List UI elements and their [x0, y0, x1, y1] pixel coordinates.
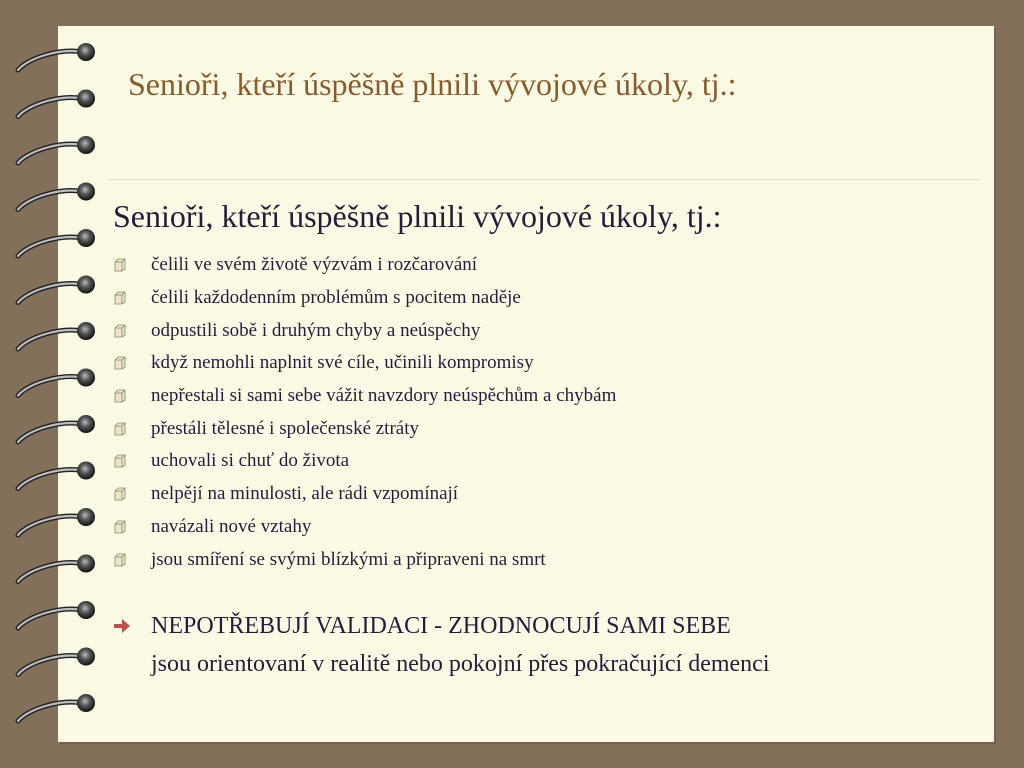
list-item: [113, 543, 616, 576]
list-item: [113, 314, 616, 347]
list-item: [113, 412, 616, 445]
list-item: [113, 511, 616, 544]
list-item-text: přestáli tělesné i společenské ztráty: [151, 417, 420, 439]
box-bullet-icon: [113, 389, 127, 403]
list-item-text: navázali nové vztahy: [151, 515, 312, 537]
conclusion-line: [113, 609, 731, 643]
list-item-text: odpustili sobě i druhým chyby a neúspěchy: [151, 319, 481, 341]
box-bullet-icon: [113, 520, 127, 534]
box-bullet-icon: [113, 258, 127, 272]
slide-title: Senioři, kteří úspěšně plnili vývojové úkoly, tj.:: [128, 66, 737, 102]
box-bullet-icon: [113, 553, 127, 567]
section-heading: Senioři, kteří úspěšně plnili vývojové úkoly, tj.:: [113, 198, 722, 234]
box-bullet-icon: [113, 487, 127, 501]
list-item: [113, 445, 616, 478]
list-item-text: jsou smíření se svými blízkými a připraveni na smrt: [151, 548, 546, 570]
conclusion-subtext: jsou orientovaní v realitě nebo pokojní přes pokračující demenci: [151, 651, 770, 677]
box-bullet-icon: [113, 422, 127, 436]
arrow-right-icon: [113, 618, 131, 634]
list-item: [113, 249, 616, 282]
box-bullet-icon: [113, 291, 127, 305]
box-bullet-icon: [113, 324, 127, 338]
list-item: [113, 347, 616, 380]
list-item-text: čelili ve svém životě výzvám i rozčarování: [151, 254, 478, 276]
list-item-text: nelpějí na minulosti, ale rádi vzpomínají: [151, 483, 459, 505]
list-item-text: uchovali si chuť do života: [151, 450, 350, 472]
list-item: [113, 380, 616, 413]
list-item-text: nepřestali si sami sebe vážit navzdory neúspěchům a chybám: [151, 385, 617, 407]
conclusion-text: NEPOTŘEBUJÍ VALIDACI - ZHODNOCUJÍ SAMI SEBE: [151, 612, 731, 639]
list-item-text: čelili každodenním problémům s pocitem naděje: [151, 287, 521, 309]
list-item: [113, 478, 616, 511]
bullet-list: [113, 249, 616, 576]
box-bullet-icon: [113, 356, 127, 370]
box-bullet-icon: [113, 454, 127, 468]
list-item: [113, 282, 616, 315]
list-item-text: když nemohli naplnit své cíle, učinili kompromisy: [151, 352, 534, 374]
title-divider: [108, 179, 980, 180]
